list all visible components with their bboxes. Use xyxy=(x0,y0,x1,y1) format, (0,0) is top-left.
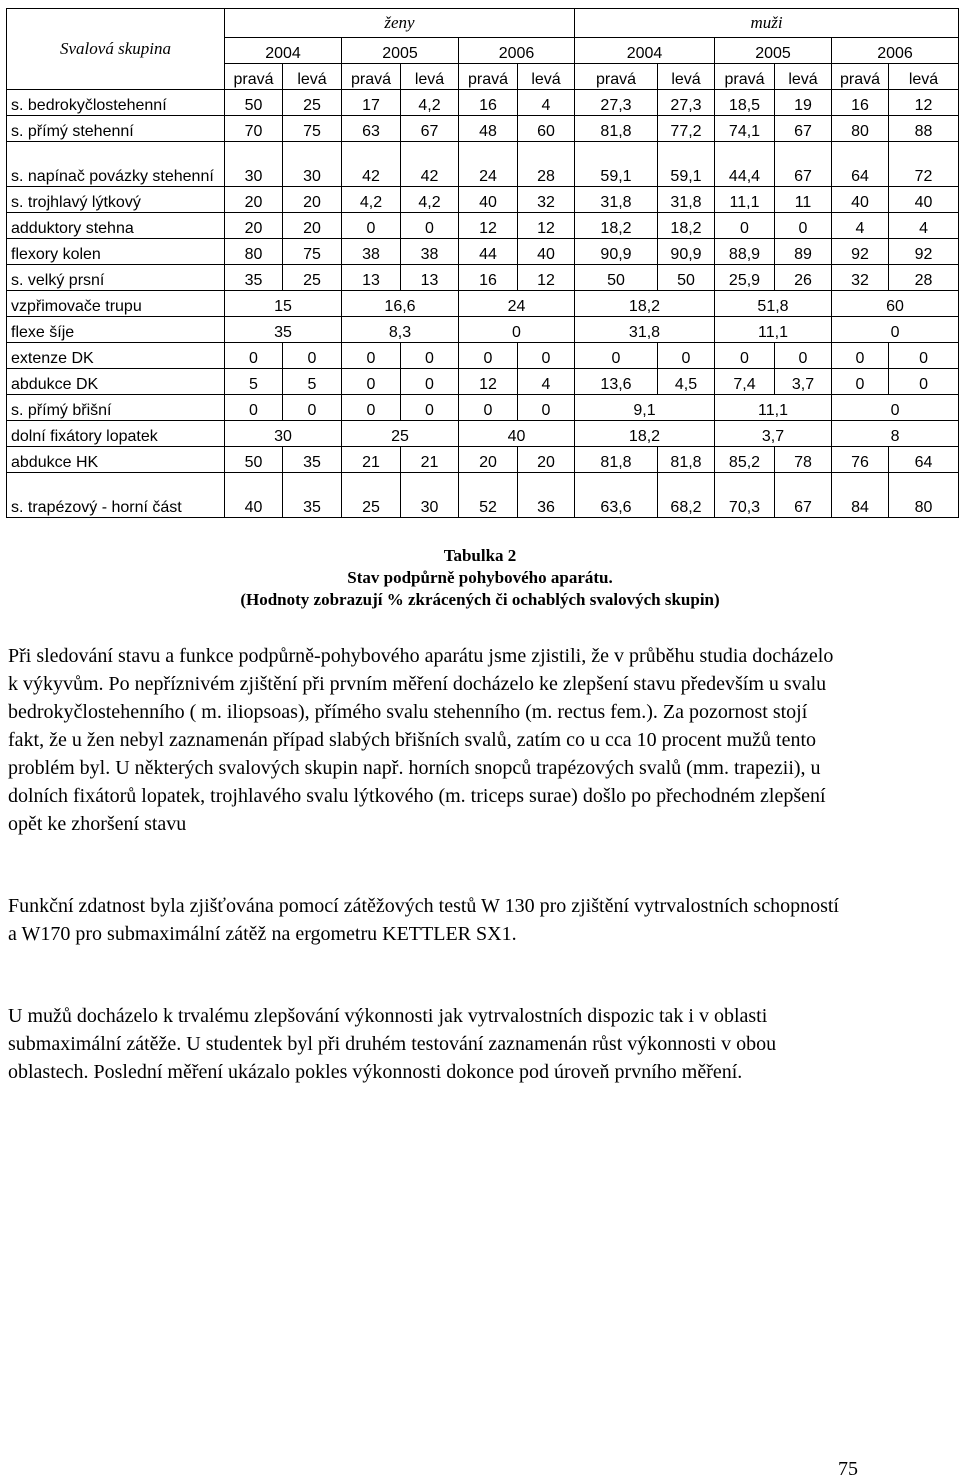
table-row xyxy=(7,265,959,291)
value-cell: 50 xyxy=(225,90,283,116)
value-cell-merged: 31,8 xyxy=(575,317,715,343)
value-cell: 0 xyxy=(342,395,401,421)
value-cell: 0 xyxy=(832,343,889,369)
row-label: extenze DK xyxy=(7,343,225,369)
value-cell: 0 xyxy=(575,343,658,369)
value-cell: 0 xyxy=(518,343,575,369)
value-cell: 0 xyxy=(832,369,889,395)
value-cell: 50 xyxy=(575,265,658,291)
value-cell-merged: 18,2 xyxy=(575,421,715,447)
value-cell: 28 xyxy=(889,265,959,291)
header-side: levá xyxy=(518,64,575,90)
table-row xyxy=(7,317,959,343)
header-row-sex xyxy=(7,9,959,38)
value-cell: 72 xyxy=(889,142,959,187)
caption-subtitle: Stav podpůrně pohybového aparátu. xyxy=(347,568,613,587)
value-cell: 44 xyxy=(459,239,518,265)
header-side: levá xyxy=(658,64,715,90)
value-cell: 27,3 xyxy=(575,90,658,116)
row-label: abdukce DK xyxy=(7,369,225,395)
value-cell: 0 xyxy=(715,213,775,239)
value-cell: 4,5 xyxy=(658,369,715,395)
value-cell: 70,3 xyxy=(715,473,775,518)
value-cell: 16 xyxy=(459,265,518,291)
value-cell-merged: 30 xyxy=(225,421,342,447)
header-side: pravá xyxy=(575,64,658,90)
value-cell: 64 xyxy=(832,142,889,187)
table-row xyxy=(7,343,959,369)
value-cell: 0 xyxy=(283,395,342,421)
value-cell: 4,2 xyxy=(342,187,401,213)
header-year: 2005 xyxy=(342,38,459,64)
value-cell-merged: 24 xyxy=(459,291,575,317)
header-sex-women: ženy xyxy=(225,9,575,38)
value-cell: 17 xyxy=(342,90,401,116)
value-cell: 75 xyxy=(283,239,342,265)
value-cell: 81,8 xyxy=(658,447,715,473)
value-cell-merged: 60 xyxy=(832,291,959,317)
value-cell-merged: 11,1 xyxy=(715,395,832,421)
header-year: 2006 xyxy=(459,38,575,64)
header-side: pravá xyxy=(459,64,518,90)
value-cell: 67 xyxy=(401,116,459,142)
header-side: pravá xyxy=(225,64,283,90)
header-year: 2004 xyxy=(225,38,342,64)
value-cell: 0 xyxy=(225,343,283,369)
paragraph-findings: Při sledování stavu a funkce podpůrně-pohybového aparátu jsme zjistili, že v průběhu studia docházelo k výkyvům. Po nepříznivém zjištění při prvním měření docházelo ke zlepšení stavu především u svalu bedrokyčlostehenního ( m. iliopsoas), přímého svalu stehenního (m. rectus fem.). Za pozornost stojí fakt, že u žen nebyl zaznamenán případ slabých břišních svalů, zatím co u cca 10 procent mužů tento problém byl. U některých svalových skupin např. horních snopců trapézových svalů (mm. trapezii), u dolních fixátorů lopatek, trojhlavého svalu lýtkového (m. triceps surae) došlo po přechodném zlepšení opět ke zhoršení stavu xyxy=(8,645,834,835)
value-cell: 40 xyxy=(889,187,959,213)
value-cell: 48 xyxy=(459,116,518,142)
value-cell: 21 xyxy=(342,447,401,473)
value-cell: 40 xyxy=(832,187,889,213)
value-cell: 20 xyxy=(459,447,518,473)
value-cell: 40 xyxy=(225,473,283,518)
value-cell: 0 xyxy=(401,343,459,369)
value-cell-merged: 11,1 xyxy=(715,317,832,343)
value-cell-merged: 0 xyxy=(832,395,959,421)
table-row xyxy=(7,187,959,213)
value-cell: 20 xyxy=(518,447,575,473)
value-cell: 32 xyxy=(832,265,889,291)
value-cell: 4 xyxy=(518,369,575,395)
value-cell: 12 xyxy=(889,90,959,116)
table-row xyxy=(7,421,959,447)
value-cell: 25 xyxy=(283,90,342,116)
header-side: pravá xyxy=(715,64,775,90)
value-cell: 64 xyxy=(889,447,959,473)
value-cell: 0 xyxy=(459,395,518,421)
paragraph-methods: Funkční zdatnost byla zjišťována pomocí zátěžových testů W 130 pro zjištění vytrvalostních schopností a W170 pro submaximální zátěž na ergometru KETTLER SX1. xyxy=(8,895,839,945)
header-year: 2005 xyxy=(715,38,832,64)
row-label: s. přímý břišní xyxy=(7,395,225,421)
value-cell: 0 xyxy=(775,343,832,369)
value-cell: 4,2 xyxy=(401,187,459,213)
value-cell: 89 xyxy=(775,239,832,265)
value-cell: 90,9 xyxy=(658,239,715,265)
value-cell: 18,2 xyxy=(658,213,715,239)
value-cell: 32 xyxy=(518,187,575,213)
value-cell: 77,2 xyxy=(658,116,715,142)
header-group-label: Svalová skupina xyxy=(7,9,225,90)
value-cell: 67 xyxy=(775,142,832,187)
value-cell-merged: 25 xyxy=(342,421,459,447)
value-cell: 42 xyxy=(342,142,401,187)
value-cell: 3,7 xyxy=(775,369,832,395)
value-cell: 0 xyxy=(342,343,401,369)
value-cell-merged: 40 xyxy=(459,421,575,447)
header-side: pravá xyxy=(342,64,401,90)
value-cell: 25 xyxy=(342,473,401,518)
table-row xyxy=(7,369,959,395)
value-cell: 11,1 xyxy=(715,187,775,213)
header-side: pravá xyxy=(832,64,889,90)
table-row xyxy=(7,395,959,421)
header-year: 2004 xyxy=(575,38,715,64)
value-cell: 16 xyxy=(832,90,889,116)
value-cell: 24 xyxy=(459,142,518,187)
value-cell-merged: 0 xyxy=(459,317,575,343)
value-cell: 50 xyxy=(225,447,283,473)
value-cell: 12 xyxy=(459,213,518,239)
caption-note: (Hodnoty zobrazují % zkrácených či ochablých svalových skupin) xyxy=(240,590,720,609)
paragraph-results: U mužů docházelo k trvalému zlepšování výkonnosti jak vytrvalostních dispozic tak i v oblasti submaximální zátěže. U studentek byl při druhém testování zaznamenán růst výkonnosti v obou oblastech. Poslední měření ukázalo pokles výkonnosti dokonce pod úroveň prvního měření. xyxy=(8,1005,777,1083)
caption-title: Tabulka 2 xyxy=(443,546,517,565)
header-side: levá xyxy=(401,64,459,90)
value-cell: 88,9 xyxy=(715,239,775,265)
value-cell: 40 xyxy=(518,239,575,265)
value-cell: 44,4 xyxy=(715,142,775,187)
value-cell-merged: 18,2 xyxy=(575,291,715,317)
value-cell: 25,9 xyxy=(715,265,775,291)
table-row xyxy=(7,473,959,518)
table-row xyxy=(7,213,959,239)
value-cell: 12 xyxy=(459,369,518,395)
row-label: adduktory stehna xyxy=(7,213,225,239)
table-caption xyxy=(0,545,960,611)
value-cell: 0 xyxy=(658,343,715,369)
value-cell-merged: 9,1 xyxy=(575,395,715,421)
value-cell-merged: 3,7 xyxy=(715,421,832,447)
value-cell: 59,1 xyxy=(575,142,658,187)
value-cell-merged: 51,8 xyxy=(715,291,832,317)
value-cell: 0 xyxy=(401,213,459,239)
value-cell: 20 xyxy=(225,213,283,239)
value-cell: 80 xyxy=(225,239,283,265)
value-cell: 0 xyxy=(283,343,342,369)
value-cell: 81,8 xyxy=(575,116,658,142)
row-label: s. trojhlavý lýtkový xyxy=(7,187,225,213)
value-cell: 60 xyxy=(518,116,575,142)
value-cell: 63,6 xyxy=(575,473,658,518)
value-cell-merged: 8 xyxy=(832,421,959,447)
value-cell: 81,8 xyxy=(575,447,658,473)
header-side: levá xyxy=(889,64,959,90)
value-cell: 85,2 xyxy=(715,447,775,473)
value-cell: 80 xyxy=(832,116,889,142)
value-cell: 36 xyxy=(518,473,575,518)
value-cell: 90,9 xyxy=(575,239,658,265)
value-cell: 67 xyxy=(775,116,832,142)
value-cell: 27,3 xyxy=(658,90,715,116)
value-cell: 18,2 xyxy=(575,213,658,239)
value-cell: 0 xyxy=(225,395,283,421)
value-cell: 31,8 xyxy=(658,187,715,213)
value-cell: 0 xyxy=(401,369,459,395)
value-cell: 42 xyxy=(401,142,459,187)
value-cell: 92 xyxy=(832,239,889,265)
table-row xyxy=(7,142,959,187)
value-cell: 40 xyxy=(459,187,518,213)
value-cell: 0 xyxy=(715,343,775,369)
value-cell: 30 xyxy=(401,473,459,518)
value-cell: 0 xyxy=(401,395,459,421)
value-cell-merged: 15 xyxy=(225,291,342,317)
row-label: flexe šíje xyxy=(7,317,225,343)
header-side: levá xyxy=(283,64,342,90)
value-cell: 4 xyxy=(889,213,959,239)
value-cell: 80 xyxy=(889,473,959,518)
value-cell: 0 xyxy=(518,395,575,421)
value-cell: 21 xyxy=(401,447,459,473)
value-cell: 16 xyxy=(459,90,518,116)
row-label: abdukce HK xyxy=(7,447,225,473)
value-cell: 20 xyxy=(283,187,342,213)
value-cell: 4 xyxy=(832,213,889,239)
row-label: vzpřimovače trupu xyxy=(7,291,225,317)
value-cell: 30 xyxy=(283,142,342,187)
row-label: s. trapézový - horní část xyxy=(7,473,225,518)
value-cell: 0 xyxy=(342,369,401,395)
table-row xyxy=(7,239,959,265)
value-cell: 7,4 xyxy=(715,369,775,395)
table-row xyxy=(7,291,959,317)
row-label: flexory kolen xyxy=(7,239,225,265)
value-cell-merged: 0 xyxy=(832,317,959,343)
value-cell: 76 xyxy=(832,447,889,473)
value-cell: 84 xyxy=(832,473,889,518)
value-cell: 26 xyxy=(775,265,832,291)
value-cell: 30 xyxy=(225,142,283,187)
row-label: s. napínač povázky stehenní xyxy=(7,142,225,187)
value-cell-merged: 35 xyxy=(225,317,342,343)
value-cell: 59,1 xyxy=(658,142,715,187)
value-cell: 13 xyxy=(342,265,401,291)
value-cell: 68,2 xyxy=(658,473,715,518)
row-label: s. bedrokyčlostehenní xyxy=(7,90,225,116)
results-table-wrap xyxy=(6,8,958,518)
value-cell: 12 xyxy=(518,213,575,239)
value-cell: 74,1 xyxy=(715,116,775,142)
row-label: dolní fixátory lopatek xyxy=(7,421,225,447)
table-row xyxy=(7,447,959,473)
value-cell: 92 xyxy=(889,239,959,265)
value-cell: 0 xyxy=(459,343,518,369)
value-cell: 25 xyxy=(283,265,342,291)
value-cell: 38 xyxy=(401,239,459,265)
value-cell: 88 xyxy=(889,116,959,142)
value-cell-merged: 8,3 xyxy=(342,317,459,343)
value-cell: 35 xyxy=(225,265,283,291)
value-cell: 35 xyxy=(283,447,342,473)
value-cell: 0 xyxy=(889,343,959,369)
value-cell: 5 xyxy=(225,369,283,395)
value-cell: 38 xyxy=(342,239,401,265)
value-cell: 63 xyxy=(342,116,401,142)
value-cell: 20 xyxy=(283,213,342,239)
table-row xyxy=(7,90,959,116)
header-side: levá xyxy=(775,64,832,90)
value-cell: 19 xyxy=(775,90,832,116)
value-cell: 0 xyxy=(889,369,959,395)
value-cell: 31,8 xyxy=(575,187,658,213)
value-cell: 13 xyxy=(401,265,459,291)
value-cell: 5 xyxy=(283,369,342,395)
value-cell: 0 xyxy=(775,213,832,239)
page-number: 75 xyxy=(838,1458,858,1480)
row-label: s. přímý stehenní xyxy=(7,116,225,142)
value-cell: 70 xyxy=(225,116,283,142)
table-row xyxy=(7,116,959,142)
value-cell: 78 xyxy=(775,447,832,473)
value-cell: 4 xyxy=(518,90,575,116)
value-cell: 12 xyxy=(518,265,575,291)
value-cell: 4,2 xyxy=(401,90,459,116)
value-cell: 20 xyxy=(225,187,283,213)
value-cell: 18,5 xyxy=(715,90,775,116)
value-cell: 52 xyxy=(459,473,518,518)
value-cell: 11 xyxy=(775,187,832,213)
value-cell: 67 xyxy=(775,473,832,518)
value-cell: 35 xyxy=(283,473,342,518)
value-cell: 50 xyxy=(658,265,715,291)
row-label: s. velký prsní xyxy=(7,265,225,291)
value-cell: 13,6 xyxy=(575,369,658,395)
value-cell: 0 xyxy=(342,213,401,239)
header-year: 2006 xyxy=(832,38,959,64)
value-cell: 75 xyxy=(283,116,342,142)
results-table xyxy=(6,8,959,518)
value-cell: 28 xyxy=(518,142,575,187)
value-cell-merged: 16,6 xyxy=(342,291,459,317)
header-sex-men: muži xyxy=(575,9,959,38)
